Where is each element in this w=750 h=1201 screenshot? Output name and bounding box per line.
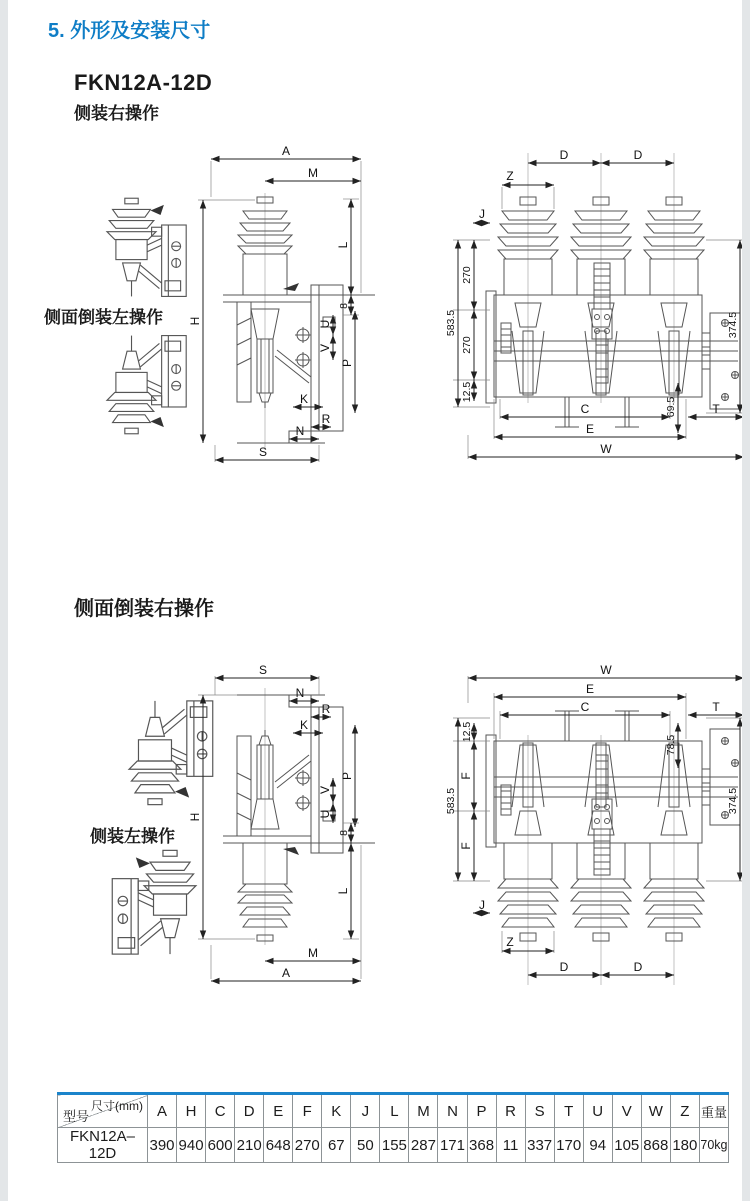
dim-label-L: L [336, 887, 350, 895]
col-header-C: C [206, 1094, 235, 1128]
dim-label-S: S [258, 445, 268, 459]
dim-label-J: J [479, 898, 485, 912]
front-view-art-inverted [486, 711, 740, 985]
side-view-art [223, 193, 375, 450]
dim-label-F-top: F [459, 772, 473, 780]
col-header-Z: Z [670, 1094, 699, 1128]
dim-label-H: H [188, 812, 202, 822]
dim-label-J: J [479, 207, 485, 221]
dim-label-Z: Z [506, 935, 514, 949]
col-header-K: K [322, 1094, 351, 1128]
dim-label-U: U [318, 809, 332, 819]
dim-label-P: P [340, 358, 354, 368]
side-view-dimensions-1 [188, 144, 361, 462]
col-header-J: J [351, 1094, 380, 1128]
dim-label-F-bottom: F [459, 842, 473, 850]
value-A: 390 [148, 1128, 177, 1163]
section2-title: 侧面倒装右操作 [74, 598, 214, 620]
dim-label-A: A [281, 966, 291, 980]
dim-label-M: M [308, 166, 318, 180]
dim-label-P: P [340, 771, 354, 781]
dim-label-N: N [295, 424, 305, 438]
value-S: 337 [525, 1128, 554, 1163]
dim-label-N: N [295, 686, 305, 700]
dim-label-W: W [600, 663, 612, 677]
value-D: 210 [235, 1128, 264, 1163]
dim-label-L: L [336, 241, 350, 249]
col-header-A: A [148, 1094, 177, 1128]
dim-label-69-5: 69.5 [665, 396, 677, 418]
dim-label-E: E [585, 682, 595, 696]
switch-pictogram-art [107, 198, 186, 296]
dim-label-R: R [321, 702, 331, 716]
dim-label-Z: Z [506, 169, 514, 183]
dim-label-K: K [299, 392, 309, 406]
dim-label-8: 8 [338, 303, 350, 309]
side-view-drawing-2 [188, 663, 378, 993]
dim-label-583-5: 583.5 [445, 787, 457, 815]
dim-label-C: C [580, 700, 590, 714]
col-header-L: L [380, 1094, 409, 1128]
dim-label-V: V [318, 343, 332, 353]
value-N: 171 [438, 1128, 467, 1163]
dim-label-D1: D [559, 148, 569, 162]
dim-label-C: C [580, 402, 590, 416]
dim-label-W: W [600, 442, 612, 456]
dim-label-270-top: 270 [461, 266, 473, 284]
dim-label-12-5: 12.5 [461, 721, 473, 743]
col-header-T: T [554, 1094, 583, 1128]
dimension-table [57, 1092, 729, 1163]
dim-label-583-5: 583.5 [445, 309, 457, 337]
label-inverted-left-operate: 侧面倒装左操作 [44, 308, 163, 327]
dim-label-M: M [308, 946, 318, 960]
side-view-drawing-1 [188, 144, 378, 475]
value-U: 94 [583, 1128, 612, 1163]
dim-label-8: 8 [338, 830, 350, 836]
front-view-drawing-2 [445, 663, 748, 993]
col-header-V: V [612, 1094, 641, 1128]
side-view-dimensions-2 [188, 663, 361, 981]
dim-label-U: U [318, 319, 332, 329]
value-E: 648 [264, 1128, 293, 1163]
dim-label-270-bottom: 270 [461, 336, 473, 354]
dim-label-78-5: 78.5 [665, 734, 677, 756]
corner-model-label: 型号 [63, 1109, 90, 1124]
col-header-D: D [235, 1094, 264, 1128]
value-R: 11 [496, 1128, 525, 1163]
front-view-art [486, 153, 740, 427]
dim-label-12-5: 12.5 [461, 381, 473, 403]
dim-label-T: T [712, 402, 720, 416]
value-Z: 180 [670, 1128, 699, 1163]
value-W: 868 [641, 1128, 670, 1163]
model-cell: FKN12A–12D [58, 1128, 148, 1163]
pictogram-inverted-1 [76, 330, 206, 436]
model-title: FKN12A-12D [74, 70, 213, 95]
table-header-row [58, 1094, 729, 1128]
col-header-S: S [525, 1094, 554, 1128]
variant-label-right-operate: 侧装右操作 [74, 104, 159, 123]
corner-dim-label: 尺寸(mm) [91, 1099, 143, 1113]
value-T: 170 [554, 1128, 583, 1163]
value-K: 67 [322, 1128, 351, 1163]
col-header-E: E [264, 1094, 293, 1128]
table-data-row [58, 1128, 729, 1163]
value-weight: 70kg [699, 1128, 728, 1163]
value-F: 270 [293, 1128, 322, 1163]
dim-label-H: H [188, 316, 202, 326]
value-L: 155 [380, 1128, 409, 1163]
value-C: 600 [206, 1128, 235, 1163]
dim-label-D1: D [559, 960, 569, 974]
dim-label-374-5: 374.5 [727, 311, 739, 339]
col-header-U: U [583, 1094, 612, 1128]
value-H: 940 [177, 1128, 206, 1163]
col-header-N: N [438, 1094, 467, 1128]
col-header-F: F [293, 1094, 322, 1128]
dim-label-K: K [299, 718, 309, 732]
table-corner-cell [58, 1094, 148, 1128]
dim-label-R: R [321, 412, 331, 426]
value-V: 105 [612, 1128, 641, 1163]
switch-pictogram-art [107, 336, 186, 434]
value-M: 287 [409, 1128, 438, 1163]
pictogram-upright-1 [76, 196, 206, 302]
label-left-operate: 侧装左操作 [90, 827, 175, 846]
switch-pictogram-art [112, 850, 196, 954]
col-header-W: W [641, 1094, 670, 1128]
dim-label-S: S [258, 663, 268, 677]
dim-label-D2: D [633, 148, 643, 162]
dim-label-A: A [281, 144, 291, 158]
dim-label-E: E [585, 422, 595, 436]
col-header-H: H [177, 1094, 206, 1128]
page-title: 5. 外形及安装尺寸 [48, 20, 211, 42]
front-view-drawing-1 [445, 145, 748, 475]
value-P: 368 [467, 1128, 496, 1163]
dim-label-D2: D [633, 960, 643, 974]
col-header-P: P [467, 1094, 496, 1128]
dim-label-T: T [712, 700, 720, 714]
col-header-M: M [409, 1094, 438, 1128]
dim-label-374-5: 374.5 [727, 787, 739, 815]
value-J: 50 [351, 1128, 380, 1163]
col-header-R: R [496, 1094, 525, 1128]
dim-label-V: V [318, 785, 332, 795]
col-header-weight: 重量 [699, 1094, 728, 1128]
